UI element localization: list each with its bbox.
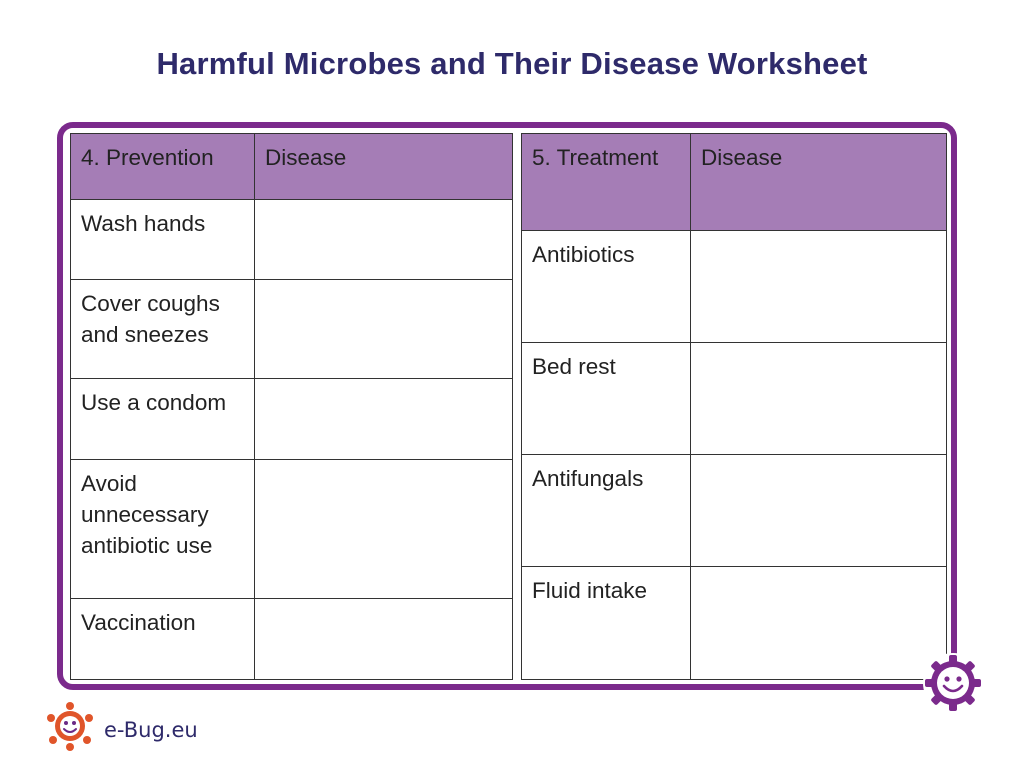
- table-row: [522, 231, 947, 343]
- table-row: [522, 455, 947, 567]
- prevention-header-cell: 4. Prevention: [71, 134, 255, 200]
- table-row: [71, 379, 513, 460]
- prevention-label-cell: Avoid unnecessary antibiotic use: [71, 460, 255, 599]
- prevention-label-cell: Vaccination: [71, 599, 255, 680]
- disease-answer-cell[interactable]: [691, 455, 947, 567]
- table-row: [71, 200, 513, 280]
- disease-answer-cell[interactable]: [255, 200, 513, 280]
- treatment-label-cell: Fluid intake: [522, 567, 691, 680]
- disease-answer-cell[interactable]: [691, 343, 947, 455]
- table-row: [522, 343, 947, 455]
- disease-answer-cell[interactable]: [691, 231, 947, 343]
- treatment-label-cell: Antibiotics: [522, 231, 691, 343]
- footer-brand-text[interactable]: e-Bug.eu: [104, 718, 198, 742]
- disease-answer-cell[interactable]: [255, 280, 513, 379]
- table-row: [71, 280, 513, 379]
- table-row: [71, 460, 513, 599]
- treatment-disease-header-cell: Disease: [691, 134, 947, 231]
- disease-answer-cell[interactable]: [255, 379, 513, 460]
- treatment-label-cell: Antifungals: [522, 455, 691, 567]
- page-title: Harmful Microbes and Their Disease Worksheet: [156, 46, 868, 81]
- treatment-label-cell: Bed rest: [522, 343, 691, 455]
- ebug-logo-icon: [44, 698, 96, 752]
- disease-answer-cell[interactable]: [255, 599, 513, 680]
- prevention-header-row: [71, 134, 513, 200]
- ebug-gear-icon: [920, 650, 986, 716]
- prevention-disease-header-cell: Disease: [255, 134, 513, 200]
- disease-answer-cell[interactable]: [255, 460, 513, 599]
- table-row: [522, 567, 947, 680]
- prevention-table: [70, 133, 513, 680]
- prevention-label-cell: Wash hands: [71, 200, 255, 280]
- disease-answer-cell[interactable]: [691, 567, 947, 680]
- treatment-table: [521, 133, 947, 680]
- prevention-label-cell: Use a condom: [71, 379, 255, 460]
- table-row: [71, 599, 513, 680]
- treatment-header-row: [522, 134, 947, 231]
- prevention-label-cell: Cover coughs and sneezes: [71, 280, 255, 379]
- treatment-header-cell: 5. Treatment: [522, 134, 691, 231]
